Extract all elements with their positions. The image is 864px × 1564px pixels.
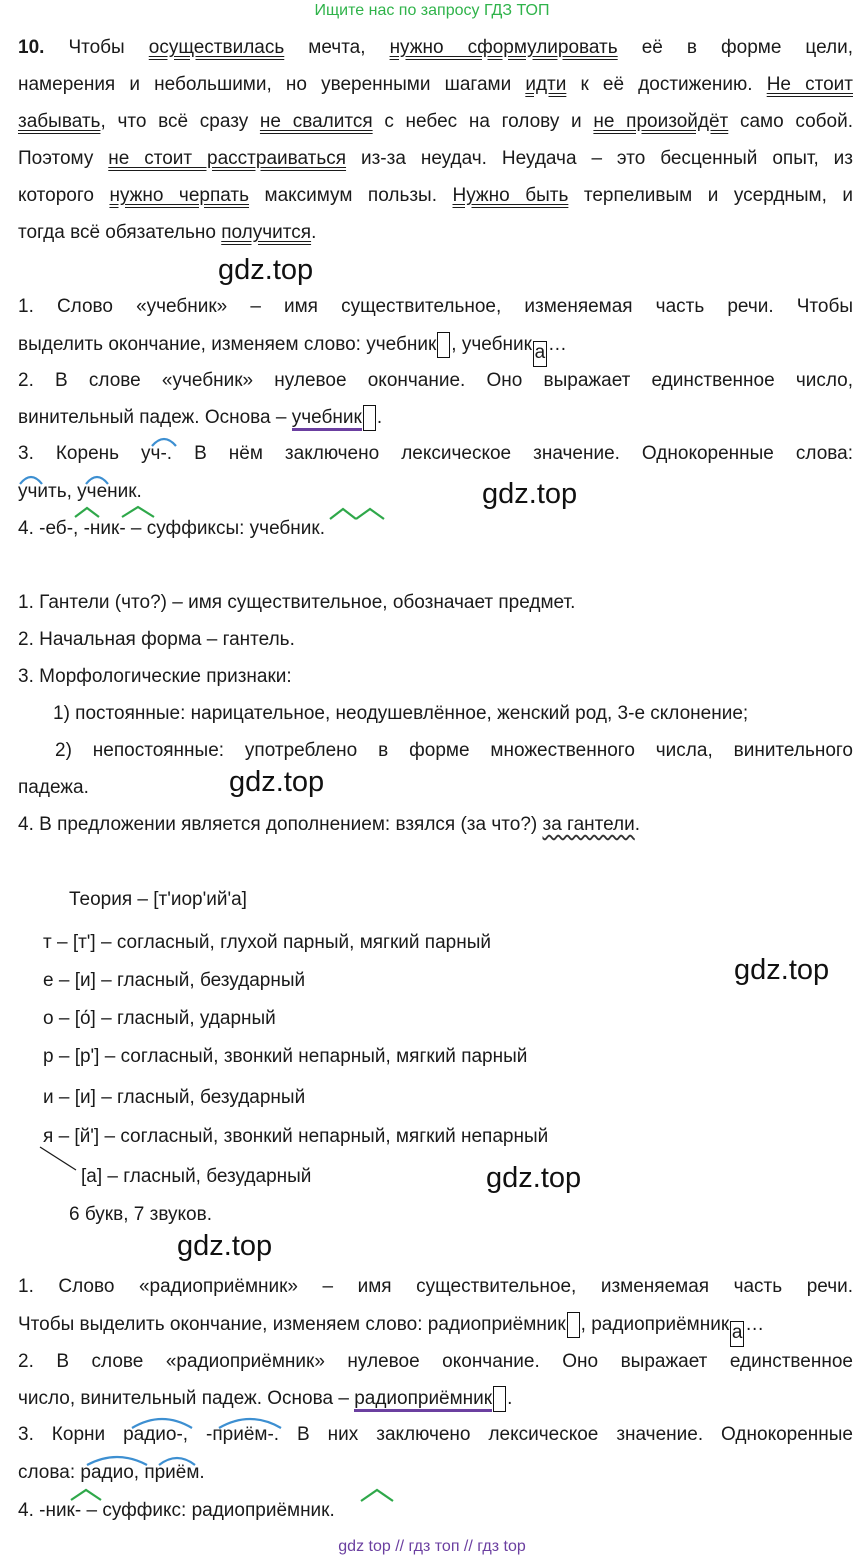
- watermark: gdz.top: [177, 1230, 273, 1262]
- ganteli-line-2: 2. Начальная форма – гантель.: [18, 629, 295, 650]
- task10-line-2: намерения и небольшими, но уверенными шагами идти к её достижению. Не стоит: [18, 74, 853, 95]
- radio-p3-line-1: 3. Корни радио-, -приём-. В них заключено лексическое значение. Однокоренные: [18, 1424, 853, 1445]
- ending-box: а: [730, 1321, 744, 1347]
- phonetic-title: Теория – [т'иор'ий'а]: [69, 889, 247, 910]
- phonetic-row: р – [р'] – согласный, звонкий непарный, мягкий парный: [43, 1046, 528, 1067]
- task10-line-6: тогда всё обязательно получится.: [18, 222, 317, 243]
- uchebnik-p4: 4. -еб-, -ник- – суффиксы: учебник.: [18, 518, 326, 539]
- root-arc-mark: [152, 439, 176, 446]
- phonetic-row: т – [т'] – согласный, глухой парный, мягкий парный: [43, 932, 491, 953]
- root-arc-mark: [20, 477, 42, 484]
- root-arc-mark: [86, 477, 108, 484]
- uchebnik-p3-line-2: учить, ученик.: [18, 481, 142, 502]
- phonetic-row: я – [й'] – согласный, звонкий непарный, мягкий непарный: [43, 1126, 549, 1147]
- phonetic-summary: 6 букв, 7 звуков.: [69, 1204, 212, 1225]
- task10-line-4: Поэтому не стоит расстраиваться из-за неудач. Неудача – это бесценный опыт, из: [18, 148, 853, 169]
- uchebnik-p2-line-2: винительный падеж. Основа – учебник .: [18, 405, 853, 431]
- radio-p1-line-2: Чтобы выделить окончание, изменяем слово: радиоприёмник , радиоприёмник а …: [18, 1312, 853, 1347]
- ending-box: а: [533, 341, 547, 367]
- site-header: Ищите нас по запросу ГДЗ ТОП: [314, 2, 550, 19]
- phonetic-row: [а] – гласный, безударный: [81, 1166, 312, 1187]
- task-number: 10.: [18, 37, 45, 58]
- suffix-caret-mark: [356, 509, 384, 519]
- task10-line-3: забывать, что всё сразу не свалится с небес на голову и не произойдёт само собой.: [18, 111, 853, 132]
- radio-p3-line-2: слова: радио, приём.: [18, 1462, 205, 1483]
- ganteli-line-6: падежа.: [18, 777, 89, 798]
- radio-p2-line-1: 2. В слове «радиоприёмник» нулевое окончание. Оно выражает единственное: [18, 1351, 853, 1372]
- phonetic-row: е – [и] – гласный, безударный: [43, 970, 306, 991]
- suffix-caret-mark: [75, 508, 99, 517]
- task10-line-1: 10. Чтобы осуществилась мечта, нужно сформулировать её в форме цели,: [18, 37, 854, 58]
- ganteli-line-7: 4. В предложении является дополнением: взялся (за что?) за гантели.: [18, 814, 641, 835]
- radio-p2-line-2: число, винительный падеж. Основа – радиоприёмник .: [18, 1386, 853, 1412]
- uchebnik-p1-line-1: 1. Слово «учебник» – имя существительное, изменяемая часть речи. Чтобы: [18, 296, 853, 317]
- ganteli-line-3: 3. Морфологические признаки:: [18, 666, 292, 687]
- uchebnik-p1-line-2: выделить окончание, изменяем слово: учебник , учебник а …: [18, 332, 853, 367]
- watermark: gdz.top: [486, 1162, 582, 1194]
- soft-sign-link-mark: [40, 1147, 76, 1170]
- uchebnik-p3-line-1: 3. Корень уч-. В нём заключено лексическое значение. Однокоренные слова:: [18, 443, 853, 464]
- task10-line-5: которого нужно черпать максимум пользы. Нужно быть терпеливым и усердным, и: [18, 185, 854, 206]
- radio-p4: 4. -ник- – суффикс: радиоприёмник.: [18, 1500, 335, 1521]
- watermark: gdz.top: [218, 254, 314, 286]
- suffix-caret-mark: [71, 1490, 101, 1500]
- root-arc-mark: [219, 1419, 281, 1428]
- watermark: gdz.top: [229, 766, 325, 798]
- suffix-caret-mark: [361, 1490, 393, 1501]
- ganteli-line-5: 2) непостоянные: употреблено в форме множественного числа, винительного: [55, 740, 853, 761]
- phonetic-row: и – [и] – гласный, безударный: [43, 1087, 306, 1108]
- suffix-caret-mark: [330, 509, 356, 519]
- uchebnik-p2-line-1: 2. В слове «учебник» нулевое окончание. Оно выражает единственное число,: [18, 370, 853, 391]
- radio-p1-line-1: 1. Слово «радиоприёмник» – имя существительное, изменяемая часть речи.: [18, 1276, 853, 1297]
- root-arc-mark: [87, 1457, 147, 1465]
- object-underline: за гантели: [542, 814, 635, 835]
- word-base: учебник: [292, 407, 362, 431]
- watermark: gdz.top: [734, 954, 830, 986]
- ganteli-line-4: 1) постоянные: нарицательное, неодушевлённое, женский род, 3-е склонение;: [53, 703, 749, 724]
- root-arc-mark: [159, 1458, 195, 1465]
- site-footer: gdz top // гдз топ // гдз top: [338, 1538, 526, 1555]
- phonetic-row: о – [о́] – гласный, ударный: [43, 1008, 276, 1029]
- suffix-caret-mark: [122, 507, 154, 517]
- ganteli-line-1: 1. Гантели (что?) – имя существительное, обозначает предмет.: [18, 592, 576, 613]
- watermark: gdz.top: [482, 478, 578, 510]
- root-arc-mark: [132, 1419, 192, 1428]
- word-base: радиоприёмник: [354, 1388, 492, 1412]
